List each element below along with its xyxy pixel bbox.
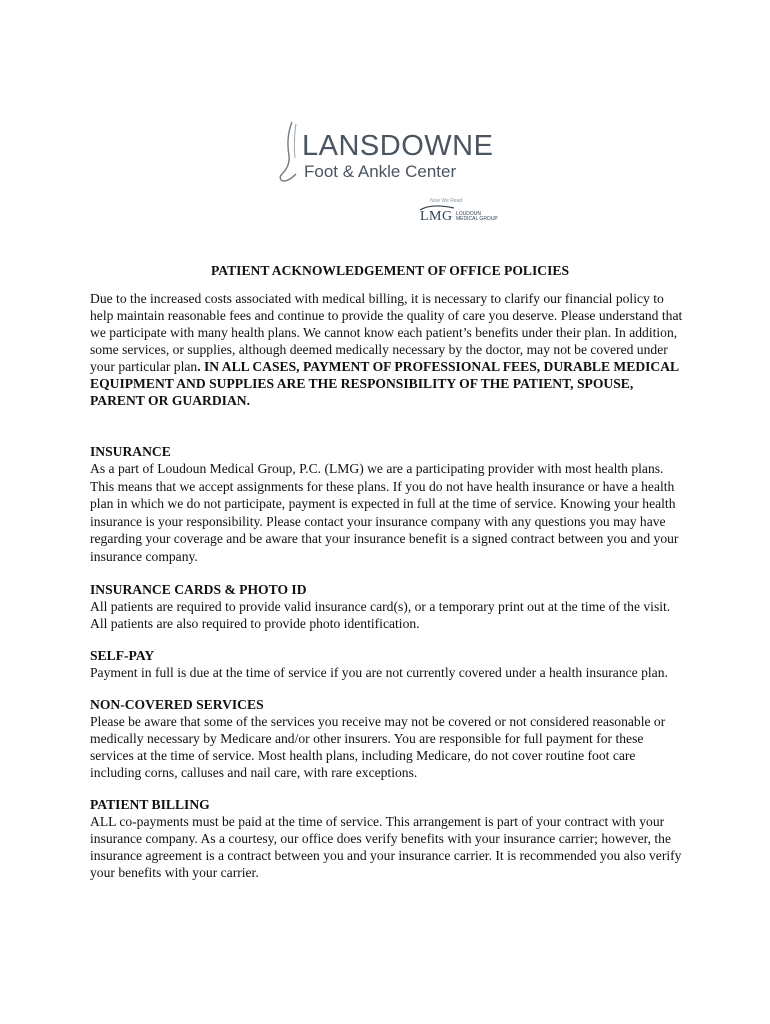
section-body: ALL co-payments must be paid at the time of service. This arrangement is part of your contract with your insurance company. As a courtesy, our office does verify benefits with your insurance carrier; however, the insurance agreement is a contract between you and your insurance carrier. It is recommended you also verify your benefits with your carrier. (90, 813, 682, 880)
section-insurance-cards (90, 581, 690, 632)
lmg-letters: LMG (420, 209, 453, 224)
intro-text: Due to the increased costs associated with medical billing, it is necessary to clarify our financial policy to help maintain reasonable fees and continue to provide the quality of care you deserve. Please understand that we participate with many health plans. We cannot know each patient’s benefits under their plan. In addition, some services, or supplies, although deemed medically necessary by the doctor, may not be covered under your particular plan (90, 291, 683, 374)
intro-paragraph (90, 290, 690, 409)
lmg-tagline: Now We Read (430, 198, 463, 204)
section-insurance (90, 443, 690, 566)
logo-subtitle: Foot & Ankle Center (304, 162, 457, 181)
logo-name: LANSDOWNE (302, 130, 494, 162)
document-title: PATIENT ACKNOWLEDGEMENT OF OFFICE POLICIES (210, 263, 570, 278)
section-self-pay (90, 647, 690, 681)
section-body: All patients are required to provide valid insurance card(s), or a temporary print out at the time of the visit. All patients are also required to provide photo identification. (90, 598, 671, 631)
section-heading: PATIENT BILLING (90, 796, 210, 812)
section-body: As a part of Loudoun Medical Group, P.C. (LMG) we are a participating provider with most health plans. This means that we accept assignments for these plans. If you do not have health insurance or have a health plan in which we do not participate, payment is expected in full at the time of service. Knowing your health insurance is your responsibility. Please contact your insurance company with any questions you may have regarding your coverage and be aware that your insurance benefit is a signed contract between you and your insurance company. (90, 461, 679, 564)
lmg-full-name (456, 212, 498, 222)
section-heading: INSURANCE CARDS & PHOTO ID (90, 581, 307, 597)
intro-bold-text: . IN ALL CASES, PAYMENT OF PROFESSIONAL FEES, DURABLE MEDICAL EQUIPMENT AND SUPPLIES ARE THE RESPONSIBILITY OF THE PATIENT, SPOUSE, PARENT OR GUARDIAN. (90, 359, 679, 408)
section-non-covered (90, 696, 690, 781)
section-patient-billing (90, 796, 690, 881)
section-body: Payment in full is due at the time of service if you are not currently covered under a health insurance plan. (90, 664, 668, 680)
section-heading: INSURANCE (90, 444, 171, 459)
section-body: Please be aware that some of the services you receive may not be covered or not considered reasonable or medically necessary by Medicare and/or other insurers. You are responsible for full payment for these services at the time of service. Most health plans, including Medicare, do not cover routine foot care including corns, calluses and nail care, with rare exceptions. (90, 713, 666, 780)
lmg-full-line-1: LOUDOUN (456, 211, 482, 217)
document-body (90, 262, 690, 896)
section-heading: SELF-PAY (90, 647, 155, 663)
lansdowne-logo (278, 118, 498, 198)
section-heading: NON-COVERED SERVICES (90, 696, 264, 712)
lmg-logo (418, 198, 498, 228)
lmg-full-line-2: MEDICAL GROUP (456, 216, 498, 222)
